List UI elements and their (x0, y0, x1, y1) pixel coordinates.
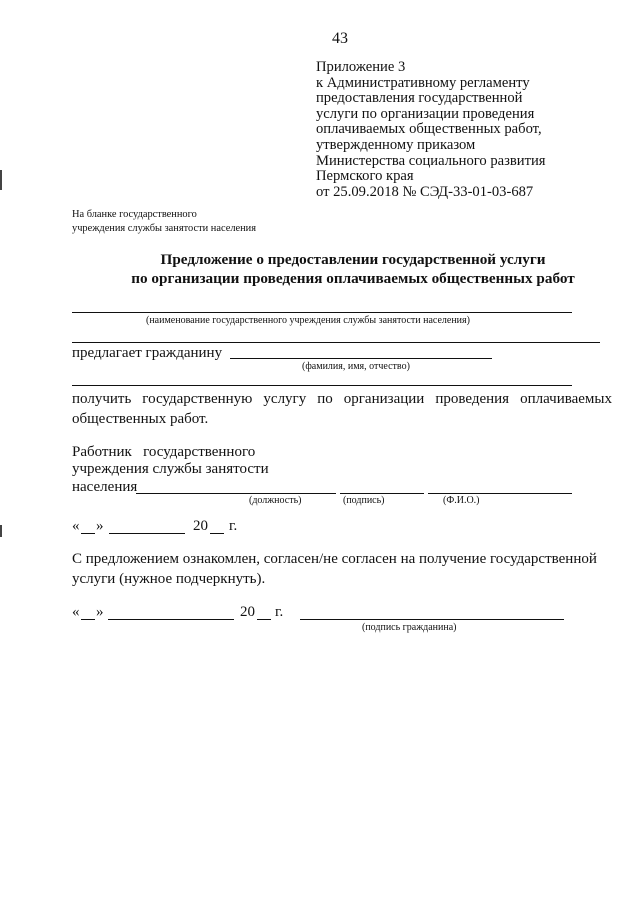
title-line: Предложение о предоставлении государственной услуги (160, 251, 546, 268)
appendix-line: к Административному регламенту (316, 74, 530, 91)
appendix-line: от 25.09.2018 № СЭД-33-01-03-687 (316, 183, 534, 200)
title-line: по организации проведения оплачиваемых общественных работ (131, 270, 575, 287)
worker-label-line: населения (72, 479, 138, 495)
date-year-prefix: 20 (193, 518, 208, 534)
receive-service-text: получить государственную услугу по организации проведения оплачиваемых общественных работ. (72, 391, 612, 427)
citizen-signature-line (300, 619, 564, 620)
date-year-line (257, 619, 271, 620)
name-caption: (Ф.И.О.) (443, 495, 480, 506)
letterhead-line: учреждения службы занятости населения (72, 222, 257, 234)
date-year-prefix: 20 (240, 604, 255, 620)
date-year-line (210, 533, 224, 534)
appendix-line: Приложение 3 (316, 59, 406, 75)
appendix-line: Пермского края (316, 168, 414, 185)
page-number: 43 (332, 30, 348, 47)
appendix-line: утвержденному приказом (316, 136, 476, 153)
worker-label-line: Работник государственного (72, 444, 256, 460)
citizen-name-line-2 (72, 385, 572, 386)
worker-label-line: учреждения службы занятости (72, 461, 269, 477)
date-day-line (81, 533, 95, 534)
date-month-line (109, 533, 185, 534)
fio-caption: (фамилия, имя, отчество) (302, 361, 410, 372)
appendix-line: услуги по организации проведения (316, 105, 535, 122)
scan-edge-mark (0, 170, 2, 190)
appendix-line: оплачиваемых общественных работ, (316, 121, 542, 138)
letterhead-line: На бланке государственного (72, 209, 197, 220)
institution-name-line-2 (72, 342, 600, 343)
appendix-block (316, 60, 545, 200)
offers-label: предлагает гражданину (72, 345, 223, 361)
date-month-line (108, 619, 234, 620)
date-quote-close: » (96, 518, 104, 534)
date-suffix: г. (275, 604, 284, 620)
letterhead-note (72, 208, 256, 235)
date-quote-open: « (72, 604, 80, 620)
citizen-name-line (230, 358, 492, 359)
institution-caption: (наименование государственного учреждения службы занятости населения) (146, 315, 470, 326)
appendix-line: Министерства социального развития (316, 152, 546, 169)
acquainted-text: С предложением ознакомлен, согласен/не согласен на получение государственной услуги (нужное подчеркнуть). (72, 551, 597, 587)
date-suffix: г. (229, 518, 238, 534)
document-title (72, 250, 634, 288)
position-caption: (должность) (249, 495, 302, 506)
scan-edge-mark (0, 525, 2, 537)
institution-name-line (72, 312, 572, 313)
date-quote-open: « (72, 518, 80, 534)
signature-line (340, 493, 424, 494)
position-line (136, 493, 336, 494)
signature-caption: (подпись) (343, 495, 385, 506)
appendix-line: предоставления государственной (316, 90, 523, 107)
citizen-signature-caption: (подпись гражданина) (362, 622, 457, 633)
name-line (428, 493, 572, 494)
date-day-line (81, 619, 95, 620)
date-quote-close: » (96, 604, 104, 620)
